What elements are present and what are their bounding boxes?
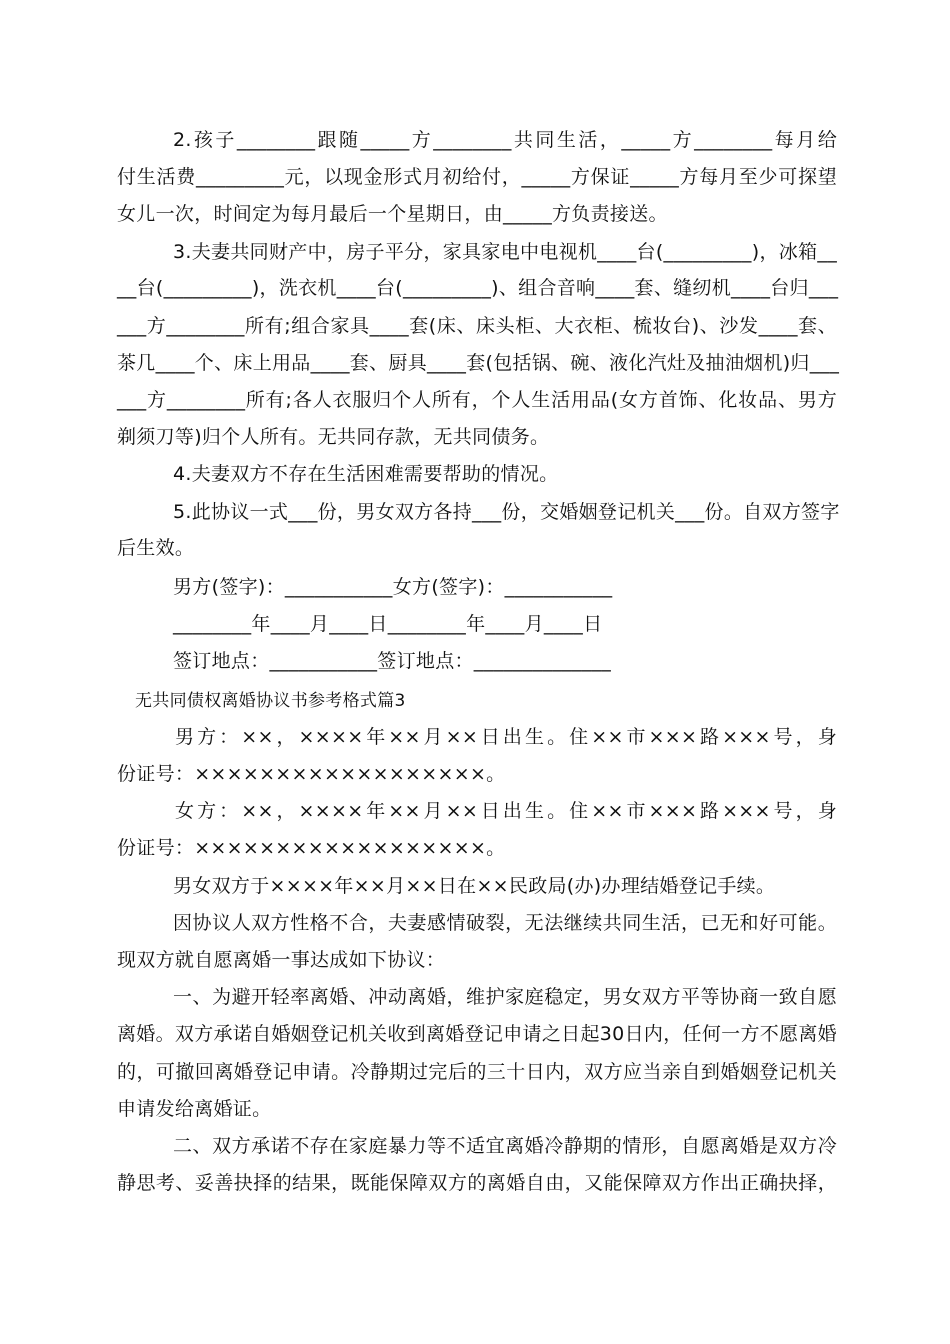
paragraph-line: 2.孩子________跟随_____方________共同生活，_____方________每月给 <box>173 129 837 151</box>
paragraph-line: 因协议人双方性格不合，夫妻感情破裂，无法继续共同生活，已无和好可能。 <box>173 912 837 934</box>
paragraph-line: __台(_________)，洗衣机____台(_________)、组合音响____套、缝纫机____台归___ <box>117 277 839 299</box>
paragraph-line: 茶几____个、床上用品____套、厨具____套(包括锅、碗、液化汽灶及抽油烟机)归___ <box>117 352 840 374</box>
paragraph-line: 女儿一次，时间定为每月最后一个星期日，由_____方负责接送。 <box>117 203 668 225</box>
paragraph-line: 现双方就自愿离婚一事达成如下协议： <box>117 949 446 971</box>
paragraph-line: 后生效。 <box>117 537 195 559</box>
paragraph-line: 女方：××，××××年××月××日出生。住××市×××路×××号，身 <box>175 800 837 822</box>
paragraph-line: 申请发给离婚证。 <box>117 1098 272 1120</box>
paragraph-line: 付生活费_________元，以现金形式月初给付，_____方保证_____方每月至少可探望 <box>117 166 837 188</box>
paragraph-line: 二、双方承诺不存在家庭暴力等不适宜离婚冷静期的情形，自愿离婚是双方冷 <box>173 1135 837 1157</box>
paragraph-line: ___方________所有;组合家具____套(床、床头柜、大衣柜、梳妆台)、沙发____套、 <box>117 315 837 337</box>
paragraph-line: 4.夫妻双方不存在生活困难需要帮助的情况。 <box>173 463 559 485</box>
signing-place-line: 签订地点：___________签订地点：______________ <box>173 650 612 672</box>
paragraph-line: 男方：××，××××年××月××日出生。住××市×××路×××号，身 <box>175 726 837 748</box>
paragraph-line: 份证号：××××××××××××××××××。 <box>117 837 506 859</box>
paragraph-line: 3.夫妻共同财产中，房子平分，家具家电中电视机____台(_________)，冰箱__ <box>173 241 837 263</box>
paragraph-line: ___方________所有;各人衣服归个人所有，个人生活用品(女方首饰、化妆品、男方 <box>117 389 837 411</box>
paragraph-line: 的，可撤回离婚登记申请。冷静期过完后的三十日内，双方应当亲自到婚姻登记机关 <box>117 1061 837 1083</box>
signature-date-line: ________年____月____日________年____月____日 <box>173 613 603 635</box>
paragraph-line: 5.此协议一式___份，男女双方各持___份，交婚姻登记机关___份。自双方签字 <box>173 501 840 523</box>
signature-line: 男方(签字)：___________女方(签字)：___________ <box>173 576 613 598</box>
section-heading: 无共同债权离婚协议书参考格式篇3 <box>135 691 406 711</box>
paragraph-line: 离婚。双方承诺自婚姻登记机关收到离婚登记申请之日起30日内，任何一方不愿离婚 <box>117 1023 837 1045</box>
paragraph-line: 一、为避开轻率离婚、冲动离婚，维护家庭稳定，男女双方平等协商一致自愿 <box>173 986 837 1008</box>
paragraph-line: 剃须刀等)归个人所有。无共同存款，无共同债务。 <box>117 426 550 448</box>
paragraph-line: 静思考、妥善抉择的结果，既能保障双方的离婚自由，又能保障双方作出正确抉择， <box>117 1172 837 1194</box>
paragraph-line: 男女双方于××××年××月××日在××民政局(办)办理结婚登记手续。 <box>173 875 776 897</box>
paragraph-line: 份证号：××××××××××××××××××。 <box>117 763 506 785</box>
